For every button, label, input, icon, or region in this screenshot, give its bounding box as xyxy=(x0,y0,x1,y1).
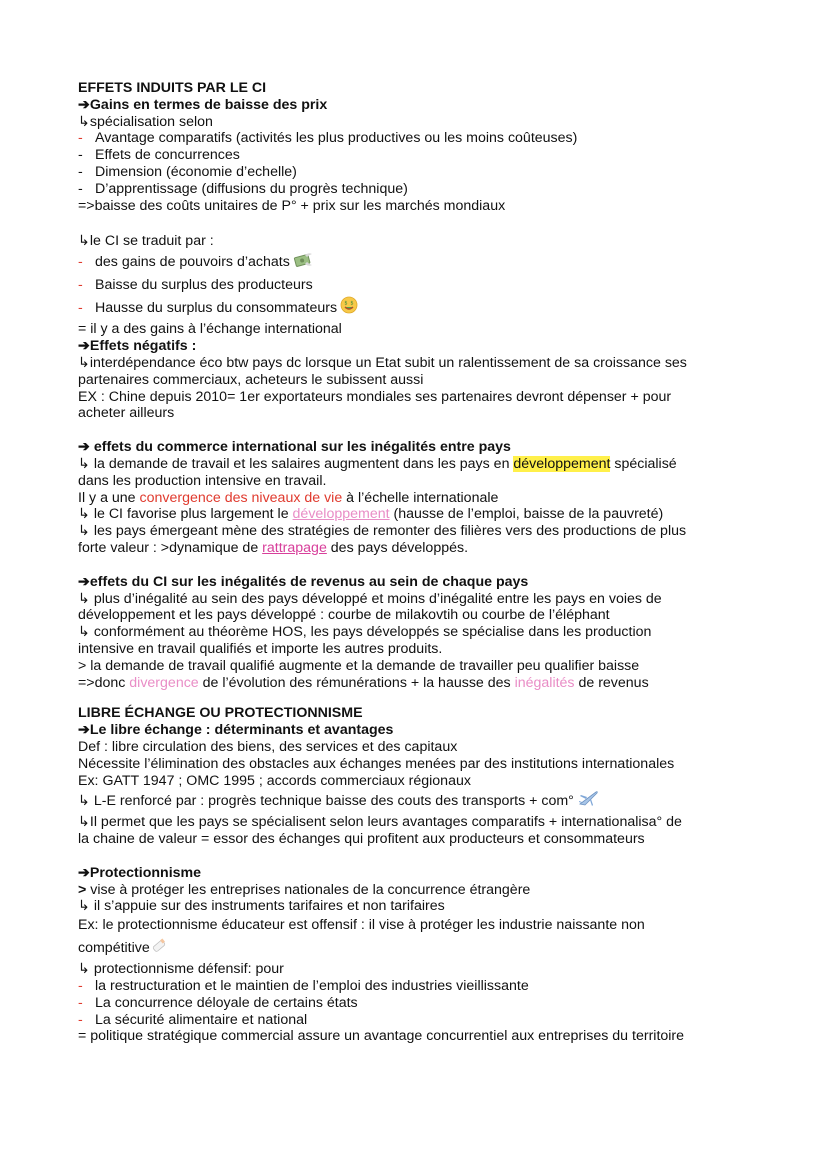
paragraph-line: Il y a une convergence des niveaux de vie à l’échelle internationale xyxy=(78,489,499,506)
paragraph-line: compétitive xyxy=(78,936,778,961)
pink-term: développement xyxy=(292,506,390,523)
paragraph-line: =>donc divergence de l’évolution des rémunérations + la hausse des inégalités de revenus xyxy=(78,674,649,691)
paragraph-line: Ex: GATT 1947 ; OMC 1995 ; accords commerciaux régionaux xyxy=(78,772,471,789)
paragraph-line: > la demande de travail qualifié augmente et la demande de travailler peu qualifier baisse xyxy=(78,657,640,674)
bullet-dash: - xyxy=(78,163,83,180)
magenta-term: rattrapage xyxy=(262,539,327,556)
paragraph-line: ↳ il s’appuie sur des instruments tarifaires et non tarifaires xyxy=(78,898,445,915)
paragraph-line: ↳interdépendance éco btw pays dc lorsque un Etat subit un ralentissement de sa croissance ses xyxy=(78,354,687,371)
list-item: - D’apprentissage (diffusions du progrès technique) xyxy=(78,180,408,197)
paragraph-line: Def : libre circulation des biens, des services et des capitaux xyxy=(78,738,458,755)
paragraph-line: dans les production intensive en travail. xyxy=(78,472,327,489)
ci-traduit-line: ↳le CI se traduit par : xyxy=(78,233,214,250)
bullet-dash: - xyxy=(78,130,83,147)
list-item: - La concurrence déloyale de certains états xyxy=(78,994,358,1011)
paragraph-line: ↳ L-E renforcé par : progrès technique baisse des couts des transports + com° xyxy=(78,789,778,814)
section-title-effets-induits: EFFETS INDUITS PAR LE CI xyxy=(78,80,267,96)
heading-effets-negatifs: ➔Effets négatifs : xyxy=(78,338,197,355)
red-term: convergence des niveaux de vie xyxy=(139,489,343,506)
section-title-libre-echange: LIBRE ÉCHANGE OU PROTECTIONNISME xyxy=(78,705,363,722)
paragraph-line: forte valeur : >dynamique de rattrapage des pays développés. xyxy=(78,539,469,556)
bullet-dash: - xyxy=(78,978,83,995)
baby-bottle-icon xyxy=(150,936,168,961)
airplane-icon xyxy=(577,789,599,814)
highlighted-term: développement xyxy=(513,455,611,472)
paragraph-line: ↳ protectionnisme défensif: pour xyxy=(78,961,284,978)
paragraph-line: ↳ conformément au théorème HOS, les pays développés se spécialise dans les production xyxy=(78,624,652,641)
list-item: - Baisse du surplus des producteurs xyxy=(78,275,778,296)
notes-page xyxy=(78,80,778,1045)
result-line: =>baisse des coûts unitaires de P° + prix sur les marchés mondiaux xyxy=(78,197,506,214)
list-item: - Effets de concurrences xyxy=(78,147,240,164)
list-item: - Avantage comparatifs (activités les plus productives ou les moins coûteuses) xyxy=(78,130,578,147)
conclusion-line: = il y a des gains à l’échange international xyxy=(78,321,342,338)
specialisation-line: ↳spécialisation selon xyxy=(78,113,213,130)
paragraph-line: ↳ plus d’inégalité au sein des pays développé et moins d’inégalité entre les pays en voies de xyxy=(78,590,662,607)
paragraph-line: ↳ le CI favorise plus largement le développement (hausse de l’emploi, baisse de la pauvreté) xyxy=(78,506,664,523)
paragraph-line: ↳ la demande de travail et les salaires augmentent dans les pays en développement spécialisé xyxy=(78,455,677,472)
heading-protectionnisme: ➔Protectionnisme xyxy=(78,864,202,881)
bullet-dash: - xyxy=(78,147,83,164)
pink-term: divergence xyxy=(129,674,199,691)
heading-gains: ➔Gains en termes de baisse des prix xyxy=(78,96,328,113)
paragraph-line: Nécessite l’élimination des obstacles aux échanges menées par des institutions internationales xyxy=(78,755,675,772)
paragraph-line: acheter ailleurs xyxy=(78,405,175,422)
heading-inegalites-entre-pays: ➔ effets du commerce international sur les inégalités entre pays xyxy=(78,439,511,456)
paragraph-line: ↳ les pays émergeant mène des stratégies de remonter des filières vers des productions de plus xyxy=(78,523,687,540)
paragraph-line: partenaires commerciaux, acheteurs le subissent aussi xyxy=(78,371,424,388)
list-item: - Hausse du surplus du consommateurs $ $ xyxy=(78,296,778,321)
bullet-dash: - xyxy=(78,254,83,271)
money-mouth-face-icon xyxy=(340,296,358,321)
bullet-dash: - xyxy=(78,277,83,294)
svg-text:$: $ xyxy=(344,300,348,307)
bullet-dash: - xyxy=(78,1011,83,1028)
paragraph-line: > vise à protéger les entreprises nationales de la concurrence étrangère xyxy=(78,881,531,898)
pink-term: inégalités xyxy=(514,674,575,691)
list-item: - La sécurité alimentaire et national xyxy=(78,1011,308,1028)
bullet-dash: - xyxy=(78,300,83,317)
paragraph-line: ↳Il permet que les pays se spécialisent selon leurs avantages comparatifs + internationalisa° de xyxy=(78,814,682,831)
bullet-dash: - xyxy=(78,180,83,197)
bullet-dash: - xyxy=(78,994,83,1011)
paragraph-line: la chaine de valeur = essor des échanges qui profitent aux producteurs et consommateurs xyxy=(78,831,645,848)
money-with-wings-icon xyxy=(293,252,313,275)
final-line: = politique stratégique commercial assure un avantage concurrentiel aux entreprises du territoire xyxy=(78,1028,685,1045)
list-item: - des gains de pouvoirs d’achats xyxy=(78,252,778,275)
list-item: - la restructuration et le maintien de l’emploi des industries vieillissante xyxy=(78,978,529,995)
paragraph-line: développement et les pays développé : courbe de milakovtih ou courbe de l’éléphant xyxy=(78,607,610,624)
heading-libre-echange: ➔Le libre échange : déterminants et avantages xyxy=(78,722,394,739)
paragraph-line: EX : Chine depuis 2010= 1er exportateurs mondiales ses partenaires devront dépenser + pour xyxy=(78,388,672,405)
paragraph-line: Ex: le protectionnisme éducateur est offensif : il vise à protéger les industrie naissante non xyxy=(78,917,645,934)
paragraph-line: intensive en travail qualifiés et importe les autres produits. xyxy=(78,640,443,657)
list-item: - Dimension (économie d’echelle) xyxy=(78,163,297,180)
heading-inegalites-revenus: ➔effets du CI sur les inégalités de revenus au sein de chaque pays xyxy=(78,573,529,590)
svg-text:$: $ xyxy=(350,300,354,307)
